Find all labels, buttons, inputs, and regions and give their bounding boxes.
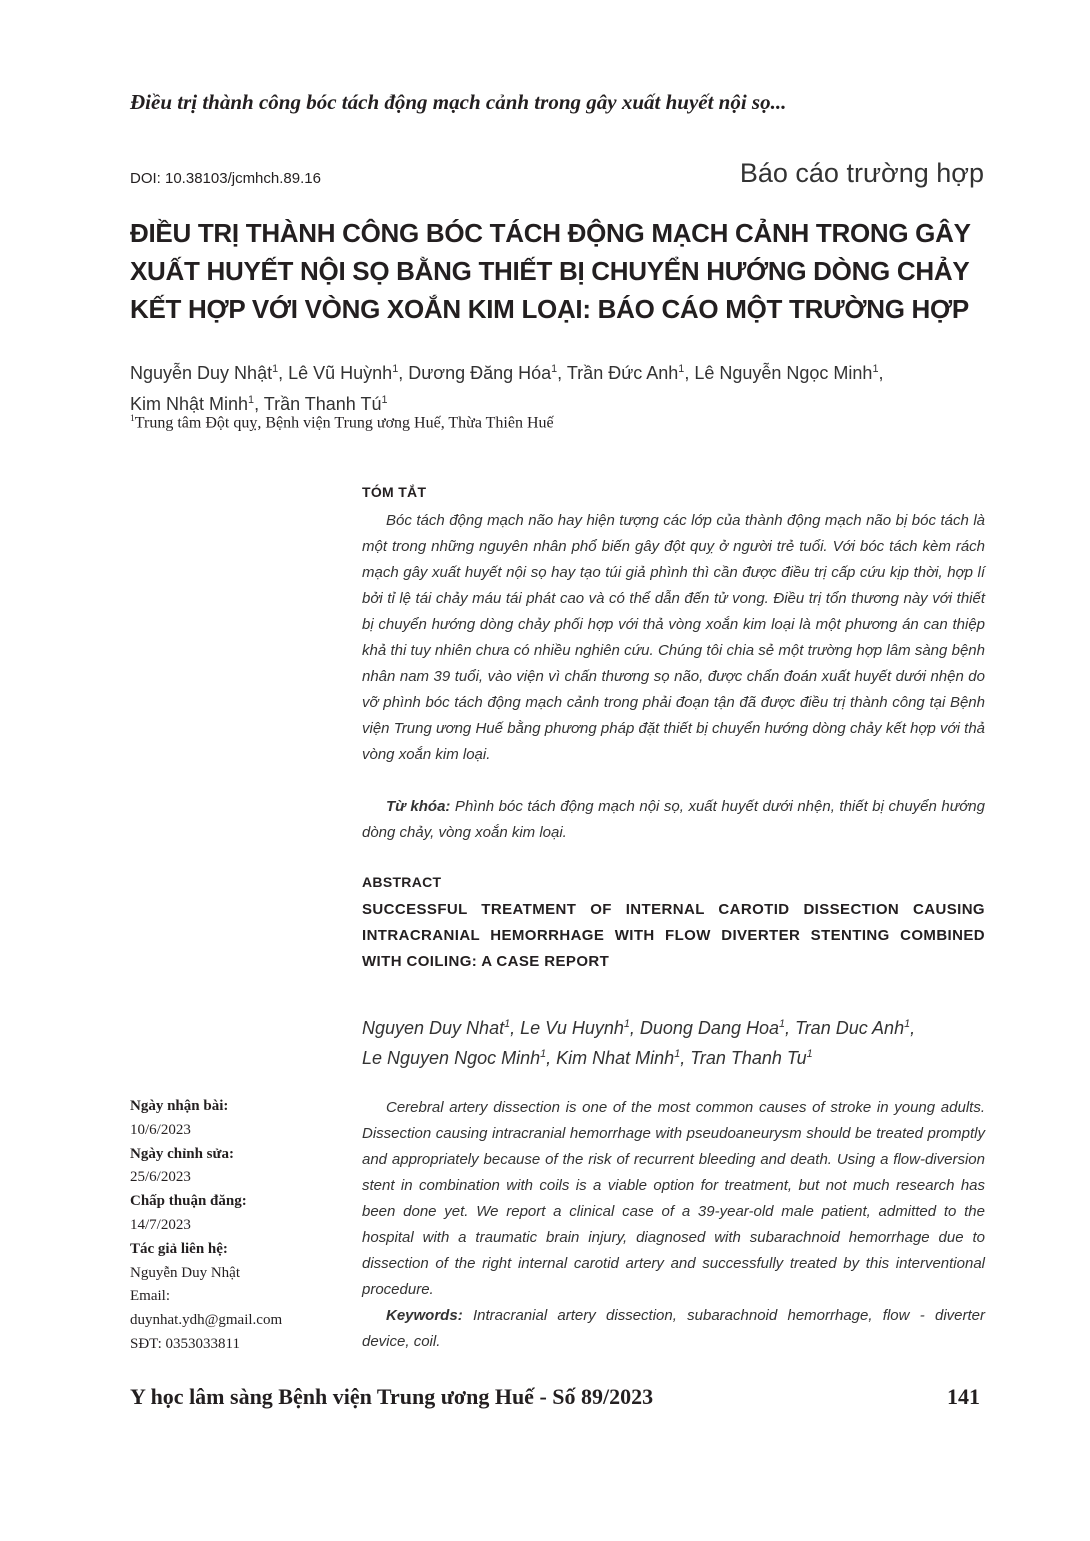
received-date: 10/6/2023 xyxy=(130,1121,191,1138)
accepted-date: 14/7/2023 xyxy=(130,1216,191,1233)
article-type: Báo cáo trường hợp xyxy=(739,158,984,188)
author: Nguyen Duy Nhat$^1$, xyxy=(362,1018,521,1038)
author: Tran Thanh Tu$^1$ xyxy=(690,1048,813,1068)
phone-number: SĐT: 0353033811 xyxy=(130,1335,240,1352)
keywords-vn: Từ khóa: Phình bóc tách động mạch nội sọ, xuất huyết dưới nhện, thiết bị chuyển hướng dòng chảy, vòng xoắn kim loại. xyxy=(362,798,985,841)
affiliation: $^1$Trung tâm Đột quỵ, Bệnh viện Trung ương Huế, Thừa Thiên Huế xyxy=(130,413,554,432)
received-label: Ngày nhận bài: xyxy=(130,1098,229,1114)
author: Kim Nhat Minh$^1$, xyxy=(556,1048,691,1068)
title-line: ĐIỀU TRỊ THÀNH CÔNG BÓC TÁCH ĐỘNG MẠCH CẢNH TRONG GÂY xyxy=(130,218,971,248)
author: Le Nguyen Ngoc Minh$^1$, xyxy=(362,1048,557,1068)
running-header: Điều trị thành công bóc tách động mạch cảnh trong gây xuất huyết nội sọ... xyxy=(130,90,787,114)
title-line: XUẤT HUYẾT NỘI SỌ BẰNG THIẾT BỊ CHUYỂN HƯỚNG DÒNG CHẢY xyxy=(130,256,970,286)
revised-date: 25/6/2023 xyxy=(130,1169,191,1186)
article-info-sidebar xyxy=(130,1095,350,1357)
author: Lê Nguyễn Ngọc Minh$^1$, xyxy=(694,363,884,383)
author: Le Vu Huynh$^1$, xyxy=(520,1018,640,1038)
author: Duong Dang Hoa$^1$, xyxy=(639,1018,796,1038)
author: Nguyễn Duy Nhật$^1$, xyxy=(130,363,289,383)
revised-label: Ngày chỉnh sửa: xyxy=(130,1145,235,1162)
author: Trần Đức Anh$^1$, xyxy=(566,363,695,383)
tomtat-body: Bóc tách động mạch não hay hiện tượng các lớp của thành động mạch não bị bóc tách là một trong những nguyên nhân phổ biến gây đột quỵ ở người trẻ tuổi. Với bóc tách kèm rách mạch gây xuất huyết nội sọ hay tạo túi giả phình thì cần được điều trị cấp cứu kịp thời, hợp lí bởi tỉ lệ tái chảy máu tái phát cao và có thể dẫn đến tử vong. Điều trị tổn thương này với thiết bị chuyển hướng dòng chảy phối hợp với thả vòng xoắn kim loại là một phương án can thiệp khả thi tuy nhiên chưa có nhiều nghiên cứu. Chúng tôi chia sẻ một trường hợp lâm sàng bệnh nhân nam 39 tuổi, vào viện vì chấn thương sọ não, được chẩn đoán xuất huyết dưới nhện do vỡ phình bóc tách động mạch cảnh trong phải đoạn tận đã được điều trị thành công tại Bệnh viện Trung ương Huế bằng phương pháp đặt thiết bị chuyển hướng dòng chảy kết hợp với thả vòng xoắn kim loại. xyxy=(362,512,985,763)
author: Dương Đăng Hóa$^1$, xyxy=(408,363,567,383)
abstract-body: Cerebral artery dissection is one of the most common causes of stroke in young adults. Dissection causing intracranial hemorrhage with pseudoaneurysm should be treated promptly and appropriately because of the risk of recurrent bleeding and death. Using a flow-diversion stent in combination with coils is a viable option for treatment, but not much research has been done yet. We report a clinical case of a 39-year-old male patient, admitted to the hospital with a traumatic brain injury, diagnosed with subarachnoid hemorrhage due to dissection of the right internal carotid artery and successfully treated by this interventional procedure. xyxy=(362,1099,985,1298)
doi: DOI: 10.38103/jcmhch.89.16 xyxy=(130,170,321,187)
author: Tran Duc Anh$^1$, xyxy=(795,1018,916,1038)
tomtat-heading: TÓM TẮT xyxy=(362,484,427,500)
email-label: Email: xyxy=(130,1288,170,1305)
english-title: SUCCESSFUL TREATMENT OF INTERNAL CAROTID DISSECTION CAUSING INTRACRANIAL HEMORRHAGE WITH FLOW DIVERTER STENTING COMBINED WITH COILING: A CASE REPORT xyxy=(362,901,985,970)
corresponding-name: Nguyễn Duy Nhật xyxy=(130,1264,240,1281)
footer-journal: Y học lâm sàng Bệnh viện Trung ương Huế - Số 89/2023 xyxy=(130,1384,654,1409)
article-title xyxy=(130,214,986,328)
abstract-heading: ABSTRACT xyxy=(362,874,442,890)
corresponding-label: Tác giả liên hệ: xyxy=(130,1240,228,1257)
email-address[interactable]: duynhat.ydh@gmail.com xyxy=(130,1312,283,1329)
keywords-en: Keywords: Intracranial artery dissection, subarachnoid hemorrhage, flow - diverter device, coil. xyxy=(362,1307,985,1350)
accepted-label: Chấp thuận đăng: xyxy=(130,1193,247,1210)
author: Trần Thanh $Tú^1$ xyxy=(263,394,388,414)
page-number: 141 xyxy=(947,1384,980,1409)
author: Lê Vũ Huỳnh$^1$, xyxy=(288,363,409,383)
title-line: KẾT HỢP VỚI VÒNG XOẮN KIM LOẠI: BÁO CÁO MỘT TRƯỜNG HỢP xyxy=(130,294,969,324)
author: Kim Nhật Minh$^1$, xyxy=(130,394,264,414)
author-list-vn xyxy=(130,356,990,418)
author-list-en xyxy=(362,1011,992,1071)
